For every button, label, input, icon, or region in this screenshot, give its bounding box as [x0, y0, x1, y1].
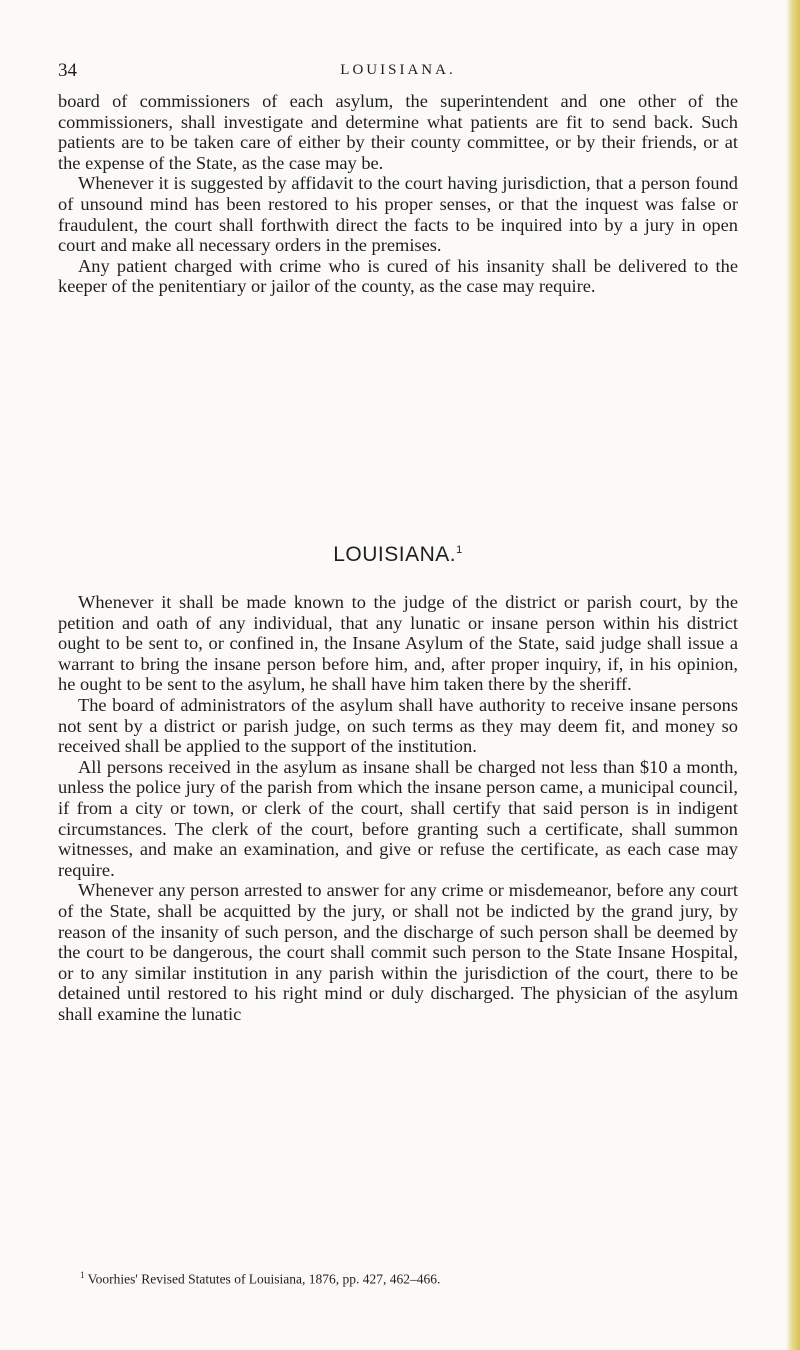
- page-number: 34: [58, 60, 77, 81]
- footnote: [80, 1267, 740, 1288]
- section-title-text: LOUISIANA.: [333, 543, 457, 566]
- paragraph: Whenever any person arrested to answer for any crime or misdemeanor, before any court of the State, shall be acquitted by the jury, or shall not be indicted by the grand jury, by reason of the insanity of such person, and the discharge of such person shall be deemed by the court to be dangerous, the court shall commit such person to the State Insane Hospital, or to any similar institution in any parish within the jurisdiction of the court, there to be detained until restored to his right mind or duly discharged. The physician of the asylum shall examine the lunatic: [58, 880, 738, 1024]
- paragraph: board of commissioners of each asylum, the superintendent and one other of the commissioners, shall investigate and determine what patients are fit to send back. Such patients are to be taken care of either by their county committee, or by their friends, or at the expense of the State, as the case may be.: [58, 91, 738, 173]
- section-1-text: [58, 91, 738, 297]
- section-title: [58, 543, 738, 567]
- paragraph: Whenever it shall be made known to the judge of the district or parish court, by the petition and oath of any individual, that any lunatic or insane person within his district ought to be sent to, or confined in, the Insane Asylum of the State, said judge shall issue a warrant to bring the insane person before him, and, after proper inquiry, if, in his opinion, he ought to be sent to the asylum, he shall have him taken there by the sheriff.: [58, 592, 738, 695]
- footnote-mark: 1: [80, 1270, 85, 1280]
- paragraph: Any patient charged with crime who is cured of his insanity shall be delivered to the keeper of the penitentiary or jailor of the county, as the case may require.: [58, 255, 738, 297]
- page-header: [58, 60, 738, 86]
- page-edge: [786, 0, 800, 1350]
- footnote-text: Voorhies' Revised Statutes of Louisiana, 1876, pp. 427, 462–466.: [87, 1271, 441, 1287]
- footnote-reference: 1: [456, 544, 463, 556]
- paragraph: The board of administrators of the asylum shall have authority to receive insane persons not sent by a district or parish judge, on such terms as they may deem fit, and money so received shall be applied to the support of the institution.: [58, 694, 738, 757]
- paragraph: All persons received in the asylum as insane shall be charged not less than $10 a month, unless the police jury of the parish from which the insane person came, a municipal council, if from a city or town, or clerk of the court, shall certify that said person is in indigent circumstances. The clerk of the court, before granting such a certificate, shall summon witnesses, and make an examination, and give or refuse the certificate, as each case may require.: [58, 756, 738, 880]
- section-2-text: [58, 592, 738, 1024]
- running-title: LOUISIANA.: [340, 62, 456, 78]
- paragraph: Whenever it is suggested by affidavit to the court having jurisdiction, that a person found of unsound mind has been restored to his proper senses, or that the inquest was false or fraudulent, the court shall forthwith direct the facts to be inquired into by a jury in open court and make all necessary orders in the premises.: [58, 173, 738, 256]
